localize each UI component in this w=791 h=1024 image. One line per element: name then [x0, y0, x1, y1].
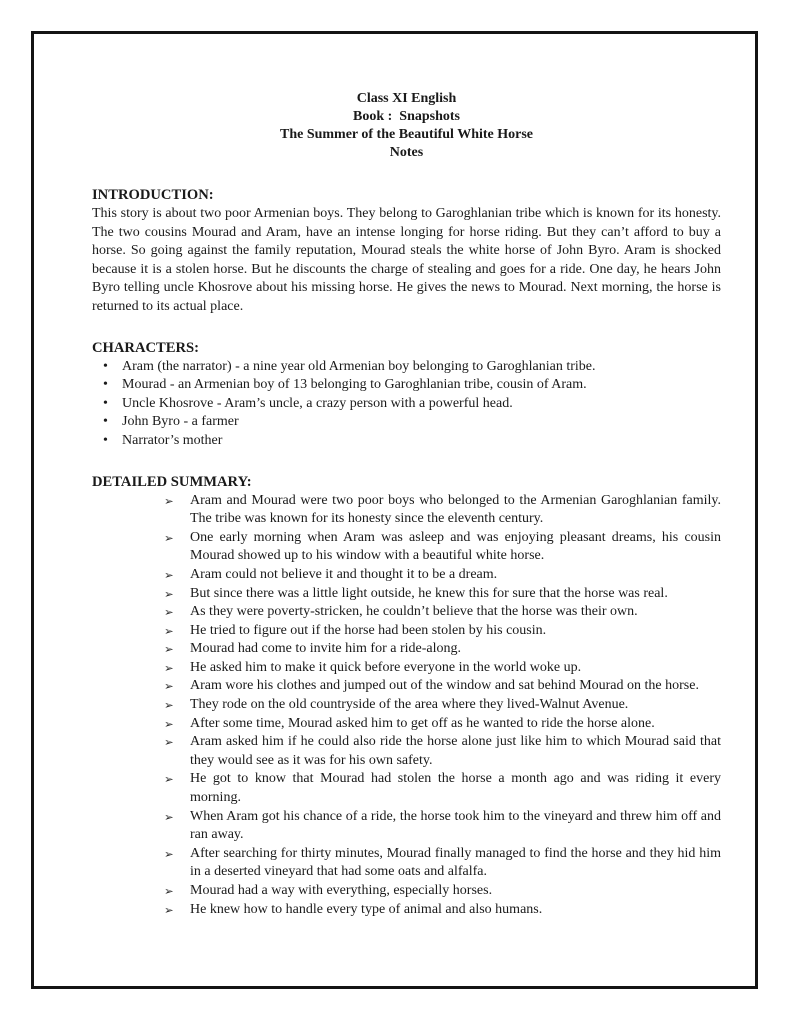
arrow-bullet-icon: ➢ — [164, 809, 174, 824]
character-list-item — [92, 395, 721, 414]
arrow-bullet-icon: ➢ — [164, 660, 174, 675]
arrow-bullet-icon: ➢ — [164, 605, 174, 620]
summary-item-text: Mourad had come to invite him for a ride-along. — [190, 641, 461, 657]
summary-item-text: Aram wore his clothes and jumped out of the window and sat behind Mourad on the horse. — [190, 678, 699, 694]
detailed-summary-section — [92, 473, 721, 920]
summary-list-item — [92, 492, 721, 529]
summary-list-item — [92, 770, 721, 807]
summary-item-text: When Aram got his chance of a ride, the horse took him to the vineyard and threw him off and ran away. — [190, 808, 721, 843]
summary-item-text: He got to know that Mourad had stolen the horse a month ago and was riding it every morning. — [190, 771, 721, 806]
summary-item-text: After searching for thirty minutes, Mourad finally managed to find the horse and they hid him in a deserted vineyard that had some oats and alfalfa. — [190, 845, 721, 880]
disc-bullet-icon: • — [103, 395, 108, 411]
page-border-frame — [31, 31, 758, 989]
summary-item-text: He knew how to handle every type of animal and also humans. — [190, 901, 543, 917]
disc-bullet-icon: • — [103, 414, 108, 430]
disc-bullet-icon: • — [103, 432, 108, 448]
summary-list-item — [92, 622, 721, 641]
document-title-block — [92, 90, 721, 162]
summary-list-item — [92, 733, 721, 770]
summary-list-item — [92, 696, 721, 715]
title-line-story: The Summer of the Beautiful White Horse — [279, 127, 534, 142]
arrow-bullet-icon: ➢ — [164, 623, 174, 638]
character-list-item — [92, 358, 721, 377]
arrow-bullet-icon: ➢ — [164, 735, 174, 750]
introduction-section — [92, 186, 721, 317]
detailed-summary-list — [92, 492, 721, 920]
summary-item-text: Aram and Mourad were two poor boys who belonged to the Armenian Garoghlanian family. The tribe was known for its honesty since the eleventh century. — [190, 492, 721, 527]
characters-heading: CHARACTERS: — [92, 339, 200, 356]
introduction-paragraph: This story is about two poor Armenian boys. They belong to Garoghlanian tribe which is known for its honesty. The two cousins Mourad and Aram, have an intense longing for horse riding. But they can’t afford to buy a horse. So going against the family reputation, Mourad steals the white horse of John Byro. Aram is shocked because it is a stolen horse. But he discounts the charge of stealing and goes for a ride. One day, he hears John Byro telling uncle Khosrove about his missing horse. He gives the news to Mourad. Next morning, the horse is returned to its actual place. — [92, 206, 721, 314]
arrow-bullet-icon: ➢ — [164, 716, 174, 731]
disc-bullet-icon: • — [103, 377, 108, 393]
summary-list-item — [92, 808, 721, 845]
summary-item-text: As they were poverty-stricken, he couldn’t believe that the horse was their own. — [190, 604, 638, 620]
summary-item-text: Aram asked him if he could also ride the horse alone just like him to which Mourad said that they would see as it was for his own safety. — [190, 734, 721, 768]
summary-list-item — [92, 585, 721, 604]
arrow-bullet-icon: ➢ — [164, 679, 174, 694]
summary-list-item — [92, 845, 721, 882]
summary-list-item — [92, 715, 721, 734]
summary-list-item — [92, 603, 721, 622]
summary-list-item — [92, 529, 721, 566]
characters-section — [92, 339, 721, 451]
character-item-text: Aram (the narrator) - a nine year old Armenian boy belonging to Garoghlanian tribe. — [122, 358, 596, 374]
title-line-book: Book : Snapshots — [353, 109, 460, 124]
character-list-item — [92, 376, 721, 395]
character-item-text: John Byro - a farmer — [122, 414, 239, 430]
character-item-text: Uncle Khosrove - Aram’s uncle, a crazy person with a powerful head. — [122, 395, 513, 411]
arrow-bullet-icon: ➢ — [164, 530, 174, 545]
arrow-bullet-icon: ➢ — [164, 567, 174, 582]
document-content — [34, 34, 755, 986]
title-line-class: Class XI English — [356, 91, 457, 106]
introduction-heading: INTRODUCTION: — [92, 187, 214, 203]
character-item-text: Narrator’s mother — [122, 432, 223, 448]
summary-list-item — [92, 882, 721, 901]
arrow-bullet-icon: ➢ — [164, 884, 174, 898]
summary-item-text: He asked him to make it quick before everyone in the world woke up. — [190, 659, 582, 675]
summary-item-text: But since there was a little light outside, he knew this for sure that the horse was real. — [190, 585, 668, 601]
arrow-bullet-icon: ➢ — [164, 772, 174, 787]
summary-item-text: After some time, Mourad asked him to get off as he wanted to ride the horse alone. — [190, 715, 655, 731]
character-item-text: Mourad - an Armenian boy of 13 belonging to Garoghlanian tribe, cousin of Aram. — [122, 377, 587, 393]
summary-item-text: One early morning when Aram was asleep and was enjoying pleasant dreams, his cousin Mourad showed up to his window with a beautiful white horse. — [190, 529, 721, 564]
characters-list — [92, 358, 721, 451]
summary-list-item — [92, 659, 721, 678]
detailed-summary-heading: DETAILED SUMMARY: — [92, 473, 252, 490]
summary-item-text: Mourad had a way with everything, especially horses. — [190, 883, 493, 898]
summary-list-item — [92, 677, 721, 696]
summary-item-text: Aram could not believe it and thought it to be a dream. — [190, 566, 498, 582]
arrow-bullet-icon: ➢ — [164, 846, 174, 861]
character-list-item — [92, 432, 721, 451]
character-list-item — [92, 413, 721, 432]
arrow-bullet-icon: ➢ — [164, 698, 174, 713]
arrow-bullet-icon: ➢ — [164, 493, 174, 508]
arrow-bullet-icon: ➢ — [164, 642, 174, 657]
summary-item-text: They rode on the old countryside of the area where they lived-Walnut Avenue. — [190, 697, 629, 713]
arrow-bullet-icon: ➢ — [164, 902, 174, 917]
summary-list-item — [92, 901, 721, 920]
summary-item-text: He tried to figure out if the horse had been stolen by his cousin. — [190, 622, 547, 638]
disc-bullet-icon: • — [103, 358, 108, 374]
summary-list-item — [92, 566, 721, 585]
arrow-bullet-icon: ➢ — [164, 586, 174, 601]
title-line-notes: Notes — [389, 145, 424, 160]
summary-list-item — [92, 640, 721, 659]
